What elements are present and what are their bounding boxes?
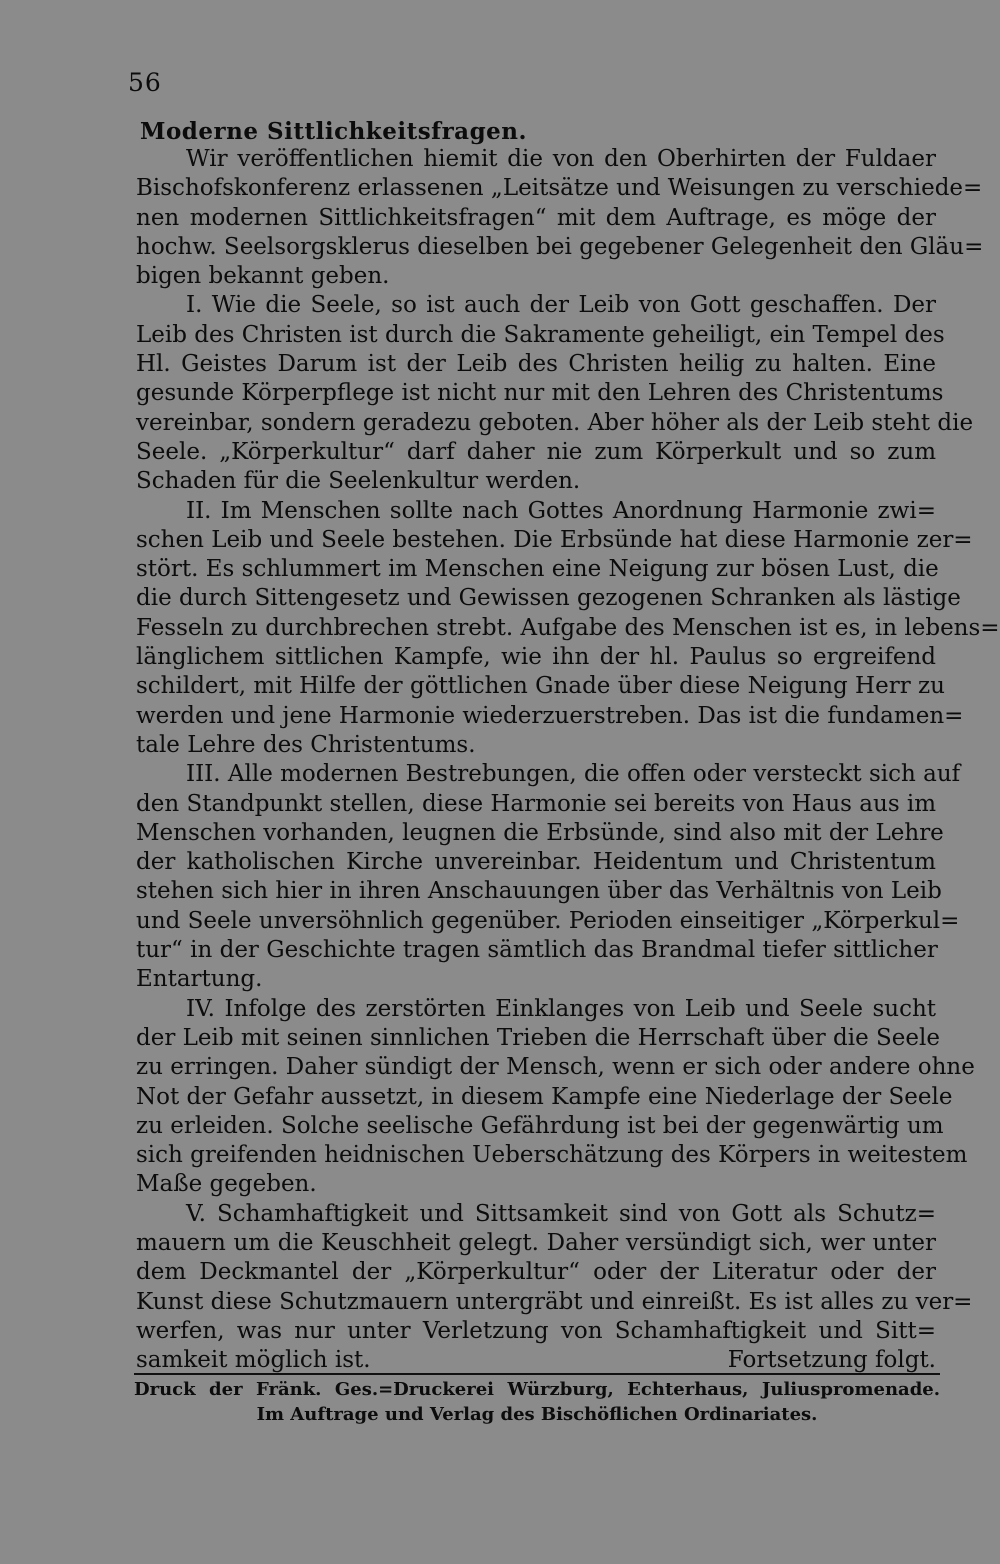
footer-divider bbox=[134, 1373, 940, 1375]
text-line: stört. Es schlummert im Menschen eine Neigung zur bösen Lust, die bbox=[136, 556, 939, 583]
text-line: III. Alle modernen Bestrebungen, die offen oder versteckt sich auf bbox=[186, 761, 961, 788]
text-line: bigen bekannt geben. bbox=[136, 263, 390, 290]
text-line: Hl. Geistes Darum ist der Leib des Christen heilig zu halten. Eine bbox=[136, 351, 936, 378]
text-line: Leib des Christen ist durch die Sakramente geheiligt, ein Tempel des bbox=[136, 321, 945, 348]
text-line: der Leib mit seinen sinnlichen Trieben die Herrschaft über die Seele bbox=[136, 1024, 940, 1051]
text-line: vereinbar, sondern geradezu geboten. Aber höher als der Leib steht die bbox=[136, 409, 974, 436]
imprint-line-publisher: Im Auftrage und Verlag des Bischöflichen Ordinariates. bbox=[256, 1404, 818, 1425]
text-line: werden und jene Harmonie wiederzuerstreben. Das ist die fundamen= bbox=[136, 702, 964, 729]
imprint-line-printer: Druck der Fränk. Ges.=Druckerei Würzburg, Echterhaus, Juliuspromenade. bbox=[134, 1379, 940, 1400]
text-line: Seele. „Körperkultur“ darf daher nie zum Körperkult und so zum bbox=[136, 438, 936, 465]
text-line: Kunst diese Schutzmauern untergräbt und einreißt. Es ist alles zu ver= bbox=[136, 1288, 973, 1315]
text-line: Maße gegeben. bbox=[136, 1171, 317, 1198]
text-line: dem Deckmantel der „Körperkultur“ oder der Literatur oder der bbox=[136, 1259, 936, 1286]
text-line: schildert, mit Hilfe der göttlichen Gnade über diese Neigung Herr zu bbox=[136, 673, 945, 700]
text-line: zu erleiden. Solche seelische Gefährdung ist bei der gegenwärtig um bbox=[136, 1112, 944, 1139]
text-line: Bischofskonferenz erlassenen „Leitsätze und Weisungen zu verschiede= bbox=[136, 175, 983, 202]
text-line: tur“ in der Geschichte tragen sämtlich das Brandmal tiefer sittlicher bbox=[136, 937, 938, 964]
text-line: Wir veröffentlichen hiemit die von den Oberhirten der Fuldaer bbox=[186, 146, 936, 172]
text-line: Not der Gefahr aussetzt, in diesem Kampfe eine Niederlage der Seele bbox=[136, 1083, 953, 1110]
closing-line bbox=[136, 1346, 936, 1375]
text-line: nen modernen Sittlichkeitsfragen“ mit dem Auftrage, es möge der bbox=[136, 204, 936, 231]
text-line: II. Im Menschen sollte nach Gottes Anordnung Harmonie zwi= bbox=[186, 497, 936, 524]
text-line: die durch Sittengesetz und Gewissen gezogenen Schranken als lästige bbox=[136, 585, 961, 612]
text-line: hochw. Seelsorgsklerus dieselben bei gegebener Gelegenheit den Gläu= bbox=[136, 233, 984, 260]
printer-imprint bbox=[134, 1377, 940, 1427]
page-number: 56 bbox=[128, 68, 162, 97]
text-line: zu erringen. Daher sündigt der Mensch, wenn er sich oder andere ohne bbox=[136, 1054, 975, 1081]
text-line: Schaden für die Seelenkultur werden. bbox=[136, 468, 581, 495]
text-line: werfen, was nur unter Verletzung von Schamhaftigkeit und Sitt= bbox=[136, 1317, 936, 1344]
text-line: den Standpunkt stellen, diese Harmonie sei bereits von Haus aus im bbox=[136, 790, 937, 817]
text-line: Entartung. bbox=[136, 966, 263, 993]
continuation-note: Fortsetzung folgt. bbox=[727, 1347, 936, 1374]
closing-text: samkeit möglich ist. bbox=[136, 1347, 371, 1374]
text-line: und Seele unversöhnlich gegenüber. Perioden einseitiger „Körperkul= bbox=[136, 907, 960, 934]
text-line: der katholischen Kirche unvereinbar. Heidentum und Christentum bbox=[136, 849, 936, 876]
article-body bbox=[136, 145, 1000, 1375]
text-line: länglichem sittlichen Kampfe, wie ihn der hl. Paulus so ergreifend bbox=[136, 644, 936, 671]
text-line: Menschen vorhanden, leugnen die Erbsünde, sind also mit der Lehre bbox=[136, 819, 944, 846]
text-line: Fesseln zu durchbrechen strebt. Aufgabe des Menschen ist es, in lebens= bbox=[136, 614, 1000, 641]
text-line: stehen sich hier in ihren Anschauungen über das Verhältnis von Leib bbox=[136, 878, 942, 905]
text-line: I. Wie die Seele, so ist auch der Leib von Gott geschaffen. Der bbox=[186, 292, 936, 319]
text-line: mauern um die Keuschheit gelegt. Daher versündigt sich, wer unter bbox=[136, 1229, 936, 1256]
text-line: schen Leib und Seele bestehen. Die Erbsünde hat diese Harmonie zer= bbox=[136, 526, 973, 553]
text-line: gesunde Körperpflege ist nicht nur mit den Lehren des Christentums bbox=[136, 380, 944, 407]
text-line: tale Lehre des Christentums. bbox=[136, 731, 476, 758]
text-line: V. Schamhaftigkeit und Sittsamkeit sind von Gott als Schutz= bbox=[186, 1200, 936, 1227]
text-line: sich greifenden heidnischen Ueberschätzung des Körpers in weitestem bbox=[136, 1142, 968, 1169]
article-heading: Moderne Sittlichkeitsfragen. bbox=[140, 118, 528, 145]
text-line: IV. Infolge des zerstörten Einklanges von Leib und Seele sucht bbox=[186, 995, 936, 1022]
